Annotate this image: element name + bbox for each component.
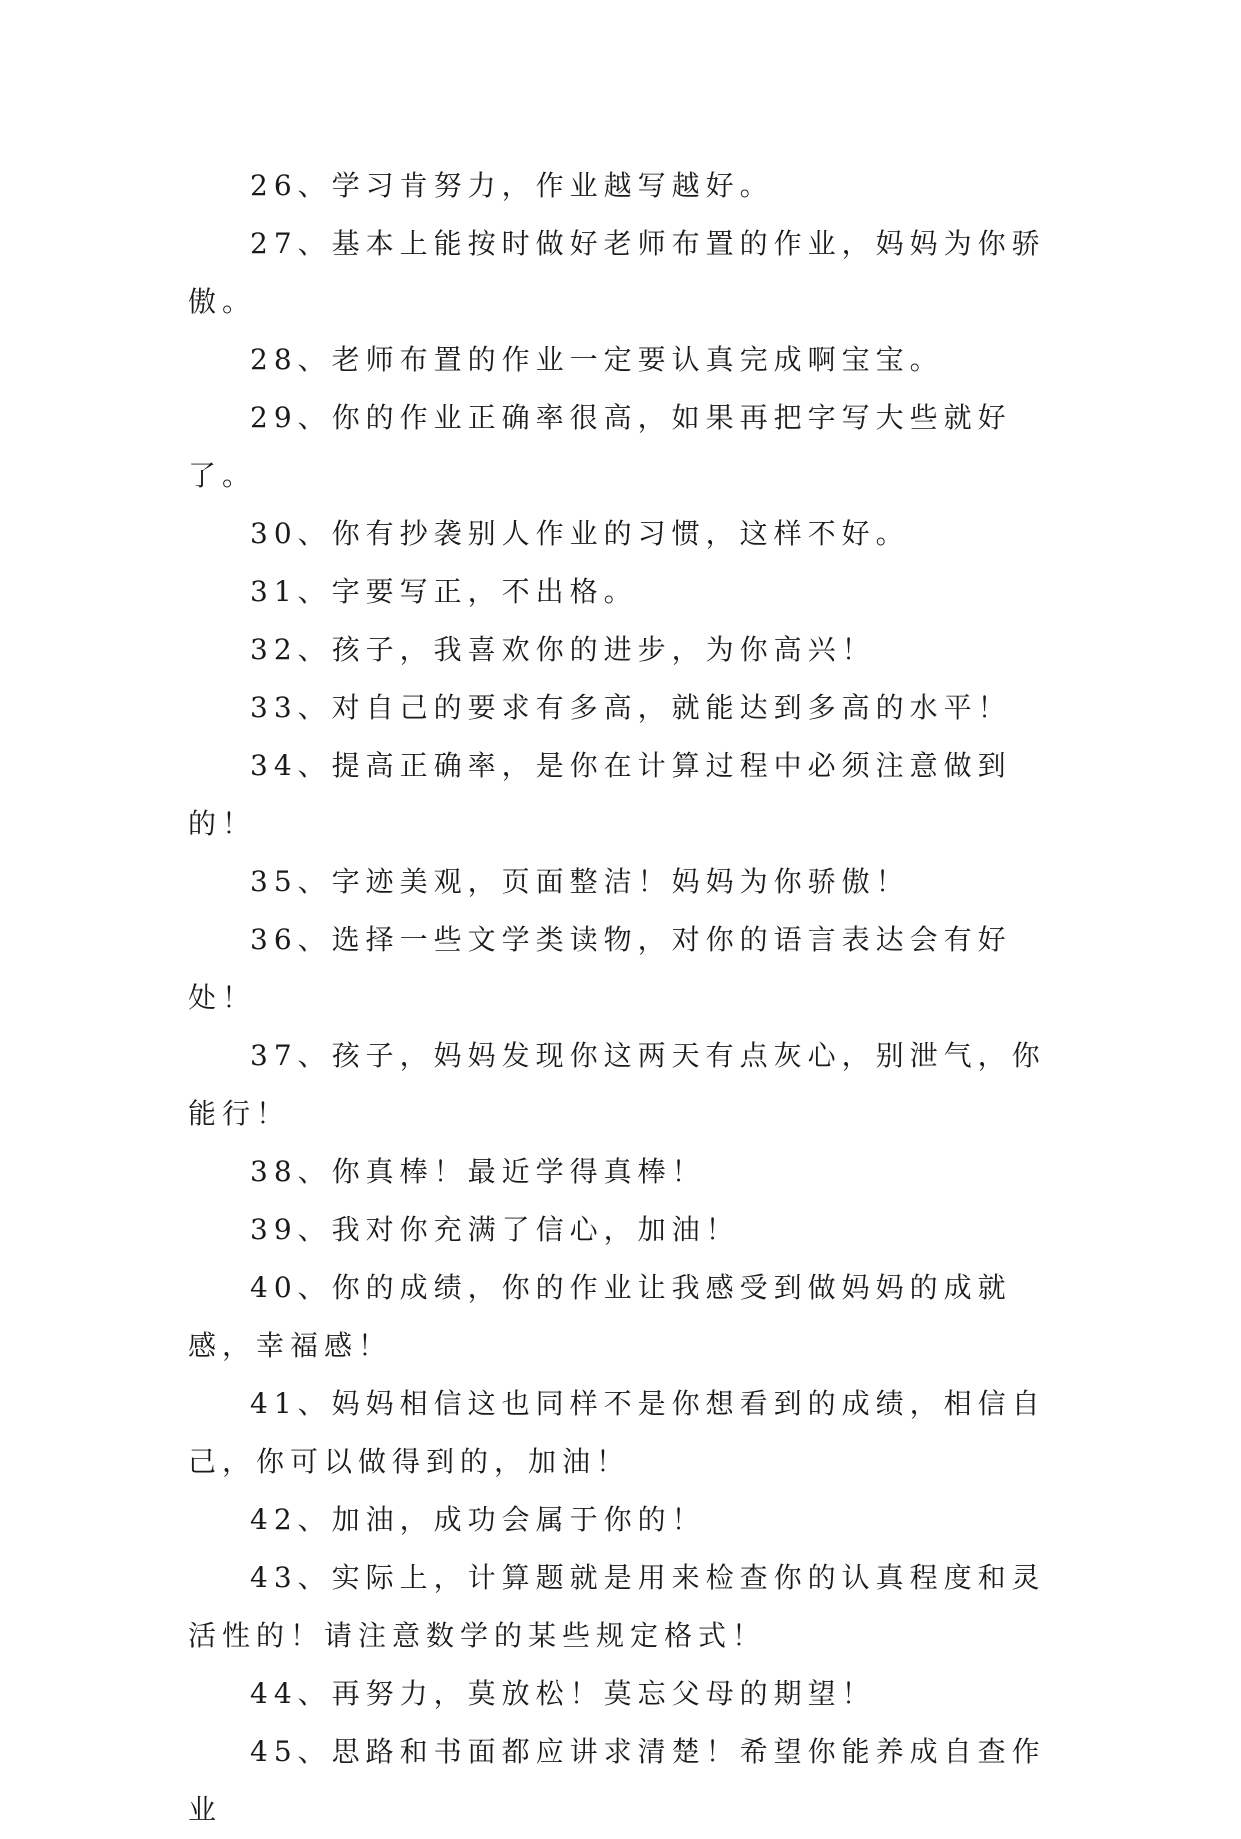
paragraph-28: 28、老师布置的作业一定要认真完成啊宝宝。 — [250, 343, 944, 376]
paragraph-34: 34、提高正确率，是你在计算过程中必须注意做到的！ — [188, 749, 1012, 840]
paragraph-41: 41、妈妈相信这也同样不是你想看到的成绩，相信自己，你可以做得到的，加油！ — [188, 1387, 1046, 1478]
paragraph-40: 40、你的成绩，你的作业让我感受到做妈妈的成就感，幸福感！ — [188, 1271, 1012, 1362]
paragraph-29: 29、你的作业正确率很高，如果再把字写大些就好了。 — [188, 401, 1012, 492]
paragraph-36: 36、选择一些文学类读物，对你的语言表达会有好处！ — [188, 923, 1012, 1014]
paragraph-32: 32、孩子，我喜欢你的进步，为你高兴！ — [250, 633, 876, 666]
paragraph-27: 27、基本上能按时做好老师布置的作业，妈妈为你骄傲。 — [188, 227, 1046, 318]
document-body — [188, 157, 1068, 1839]
paragraph-38: 38、你真棒！最近学得真棒！ — [250, 1155, 706, 1188]
paragraph-39: 39、我对你充满了信心，加油！ — [250, 1213, 740, 1246]
paragraph-31: 31、字要写正，不出格。 — [250, 575, 638, 608]
paragraph-35: 35、字迹美观，页面整洁！妈妈为你骄傲！ — [250, 865, 910, 898]
paragraph-45: 45、思路和书面都应讲求清楚！希望你能养成自查作业 — [188, 1735, 1046, 1826]
paragraph-42: 42、加油，成功会属于你的！ — [250, 1503, 706, 1536]
paragraph-30: 30、你有抄袭别人作业的习惯，这样不好。 — [250, 517, 910, 550]
paragraph-33: 33、对自己的要求有多高，就能达到多高的水平！ — [250, 691, 1012, 724]
paragraph-26: 26、学习肯努力，作业越写越好。 — [250, 169, 774, 202]
paragraph-44: 44、再努力，莫放松！莫忘父母的期望！ — [250, 1677, 876, 1710]
paragraph-37: 37、孩子，妈妈发现你这两天有点灰心，别泄气，你能行！ — [188, 1039, 1046, 1130]
paragraph-43: 43、实际上，计算题就是用来检查你的认真程度和灵活性的！请注意数学的某些规定格式！ — [188, 1561, 1046, 1652]
